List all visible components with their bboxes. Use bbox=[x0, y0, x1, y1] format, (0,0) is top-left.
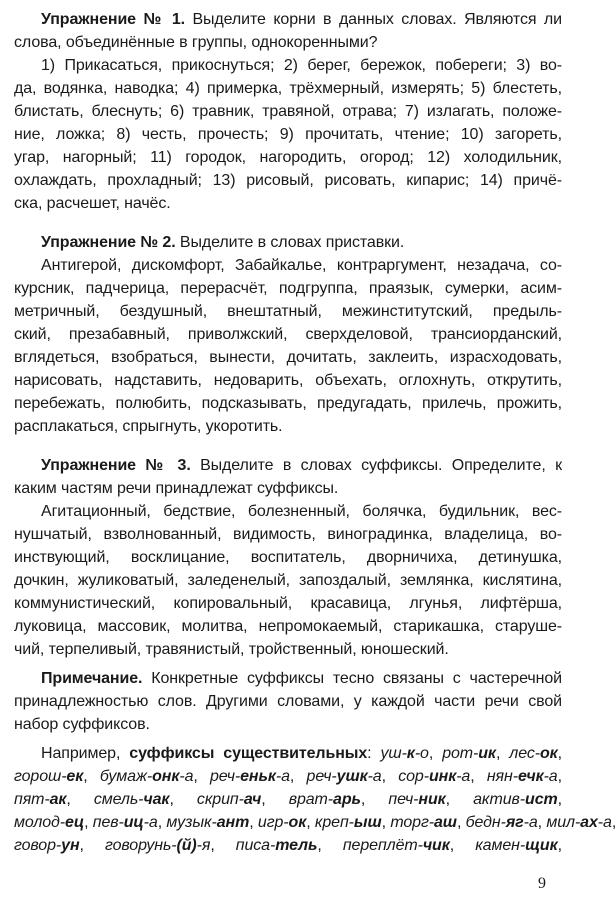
suffix-example-word: писа-тель bbox=[235, 837, 318, 854]
exercise-2-line: ский, презабавный, приволжский, сверхделовой, трансиорданский, bbox=[14, 326, 562, 343]
suffix-highlight: ечк bbox=[517, 768, 544, 785]
exercise-3-line: коммунистический, копировальный, красавица, лгунья, лифтёрша, bbox=[14, 595, 562, 612]
suffix-examples: Например, суффиксы существительных: уш-к-о, рот-ик, лес-ок, горош-ек, бумаж-онк-а, реч-еньк-а, реч-ушк-а, сор-инк-а, нян-ечк-а, пят-ак, смель-чак, скрип-ач, врат-арь, печ-ник, актив-ист, молод-ец, пев-иц-а, музык-ант, игр-ок, креп-ыш, торг-аш, бедн-яг-а, мил-ах-а, говор-ун, говорунь-(й)-я, писа-тель, переплёт-чик, камен-щик, bbox=[14, 745, 616, 854]
suffix-example-word: реч-еньк-а bbox=[210, 768, 290, 785]
suffix-highlight: инк bbox=[428, 768, 457, 785]
suffix-example-word: игр-ок bbox=[257, 814, 307, 831]
suffix-highlight: ок bbox=[539, 745, 558, 762]
suffix-example-word: музык-ант bbox=[166, 814, 250, 831]
suffix-example-word: бумаж-онк-а bbox=[99, 768, 194, 785]
suffix-example-word: креп-ыш bbox=[314, 814, 382, 831]
exercise-1-line: блистать, блеснуть; 6) травник, травяной, отрава; 7) излагать, положе- bbox=[14, 103, 562, 120]
suffix-highlight: иц bbox=[123, 814, 144, 831]
suffix-example-word: говорунь-(й)-я bbox=[104, 837, 211, 854]
note-text: Конкретные суффиксы тесно связаны с частеречной bbox=[151, 670, 562, 687]
suffix-example-word: мил-ах-а bbox=[546, 814, 612, 831]
suffix-highlight: чак bbox=[143, 791, 170, 808]
exercise-3-task: Выделите в словах суффиксы. Определите, к bbox=[200, 457, 562, 474]
textbook-page bbox=[14, 8, 616, 857]
suffix-example-word: рот-ик bbox=[442, 745, 496, 762]
exercise-1-task-cont: слова, объединённые в группы, однокоренными? bbox=[14, 34, 378, 51]
note-block bbox=[14, 667, 562, 736]
example-intro: Например, bbox=[41, 745, 121, 762]
exercise-3-line: луковица, массовик, молитва, непромокаемый, старикашка, старуше- bbox=[14, 618, 562, 635]
exercise-2-title: Упражнение № 2. bbox=[41, 234, 176, 251]
suffix-highlight: ник bbox=[418, 791, 446, 808]
note-text: принадлежностью слов. Другими словами, у каждой части речи свой bbox=[14, 693, 562, 710]
suffix-example-word: пев-иц-а bbox=[92, 814, 158, 831]
suffix-highlight: ант bbox=[216, 814, 250, 831]
exercise-2 bbox=[14, 231, 562, 438]
exercise-3-line: чий, терпеливый, травянистый, тройственный, юношеский. bbox=[14, 641, 449, 658]
suffix-example-word: переплёт-чик bbox=[342, 837, 450, 854]
exercise-3-line: дочкин, жуликоватый, заледенелый, запоздалый, землянка, кислятина, bbox=[14, 572, 562, 589]
page-number: 9 bbox=[538, 875, 546, 892]
suffix-example-word: бедн-яг-а bbox=[465, 814, 538, 831]
exercise-1-line: угар, нагорный; 11) городок, нагородить, огород; 12) холодильник, bbox=[14, 149, 562, 166]
suffix-example-word: говор-ун bbox=[14, 837, 80, 854]
exercise-3-title: Упражнение № 3. bbox=[41, 457, 191, 474]
exercise-1-task: Выделите корни в данных словах. Являются ли bbox=[192, 11, 562, 28]
suffix-example-word: сор-инк-а bbox=[398, 768, 471, 785]
suffix-highlight: онк bbox=[152, 768, 180, 785]
exercise-2-line: нарисовать, надставить, недоварить, объехать, оглохнуть, открутить, bbox=[14, 372, 562, 389]
exercise-1-line: 1) Прикасаться, прикоснуться; 2) берег, бережок, побереги; 3) во- bbox=[41, 57, 562, 74]
suffix-highlight: ик bbox=[478, 745, 496, 762]
suffix-highlight: ак bbox=[49, 791, 67, 808]
exercise-2-line: метричный, бездушный, внештатный, межинститутский, предыль- bbox=[14, 303, 562, 320]
exercise-1-title: Упражнение № 1. bbox=[41, 11, 185, 28]
suffix-highlight: ун bbox=[61, 837, 80, 854]
suffix-highlight: к bbox=[406, 745, 415, 762]
suffix-example-word: лес-ок bbox=[509, 745, 558, 762]
suffix-highlight: ыш bbox=[353, 814, 382, 831]
exercise-3-task-cont: каким частям речи принадлежат суффиксы. bbox=[14, 480, 339, 497]
exercise-3 bbox=[14, 454, 562, 661]
exercise-2-line: расплакаться, спрыгнуть, укоротить. bbox=[14, 418, 283, 435]
suffix-highlight: тель bbox=[275, 837, 318, 854]
suffix-example-word: нян-ечк-а bbox=[486, 768, 558, 785]
exercise-2-task: Выделите в словах приставки. bbox=[179, 234, 405, 251]
suffix-example-word: уш-к-о bbox=[380, 745, 429, 762]
example-heading: суффиксы существительных bbox=[129, 745, 368, 762]
suffix-highlight: ок bbox=[288, 814, 307, 831]
exercise-1 bbox=[14, 8, 562, 215]
suffix-highlight: арь bbox=[333, 791, 361, 808]
exercise-2-line: Антигерой, дискомфорт, Забайкалье, контраргумент, незадача, со- bbox=[41, 257, 562, 274]
exercise-1-line: ние, ложка; 8) честь, прочесть; 9) прочитать, чтение; 10) загореть, bbox=[14, 126, 562, 143]
suffix-highlight: ач bbox=[243, 791, 262, 808]
suffix-example-word: горош-ек bbox=[14, 768, 84, 785]
suffix-highlight: ист bbox=[525, 791, 558, 808]
suffix-highlight: щик bbox=[525, 837, 558, 854]
suffix-example-word: пят-ак bbox=[14, 791, 67, 808]
suffix-example-word: камен-щик bbox=[475, 837, 558, 854]
exercise-2-line: курсник, падчерица, перерасчёт, подгруппа, праязык, сумерки, асим- bbox=[14, 280, 562, 297]
suffix-highlight: ек bbox=[66, 768, 84, 785]
exercise-3-line: нушчатый, взволнованный, видимость, виноградинка, владелица, во- bbox=[14, 526, 562, 543]
exercise-3-line: инствующий, восклицание, воспитатель, дворничиха, детинушка, bbox=[14, 549, 562, 566]
suffix-example-word: торг-аш bbox=[390, 814, 457, 831]
suffix-example-word: врат-арь bbox=[288, 791, 361, 808]
exercise-1-line: охлаждать, прохладный; 13) рисовый, рисовать, кипарис; 14) причё- bbox=[14, 172, 562, 189]
suffix-example-word: скрип-ач bbox=[196, 791, 262, 808]
exercise-2-line: вглядеться, взобраться, вынести, дочитать, заклеить, израсходовать, bbox=[14, 349, 562, 366]
suffix-highlight: еньк bbox=[240, 768, 276, 785]
exercise-3-line: Агитационный, бедствие, болезненный, болячка, будильник, вес- bbox=[41, 503, 562, 520]
exercise-2-line: перебежать, полюбить, подсказывать, предугадать, прилечь, прожить, bbox=[14, 395, 562, 412]
suffix-example-word: молод-ец bbox=[14, 814, 85, 831]
suffix-highlight: (й) bbox=[176, 837, 197, 854]
exercise-1-line: да, водянка, наводка; 4) примерка, трёхмерный, измерять; 5) блестеть, bbox=[14, 80, 562, 97]
suffix-highlight: яг bbox=[505, 814, 524, 831]
suffix-example-word: актив-ист bbox=[473, 791, 558, 808]
suffix-highlight: ец bbox=[65, 814, 85, 831]
suffix-highlight: аш bbox=[434, 814, 457, 831]
note-title: Примечание. bbox=[41, 670, 143, 687]
note-text: набор суффиксов. bbox=[14, 716, 150, 733]
exercise-1-line: ска, расчешет, начёс. bbox=[14, 195, 171, 212]
suffix-highlight: чик bbox=[422, 837, 450, 854]
suffix-highlight: ушк bbox=[336, 768, 368, 785]
suffix-example-word: печ-ник bbox=[388, 791, 446, 808]
suffix-example-word: реч-ушк-а bbox=[306, 768, 382, 785]
suffix-highlight: ах bbox=[580, 814, 598, 831]
suffix-example-word: смель-чак bbox=[93, 791, 170, 808]
